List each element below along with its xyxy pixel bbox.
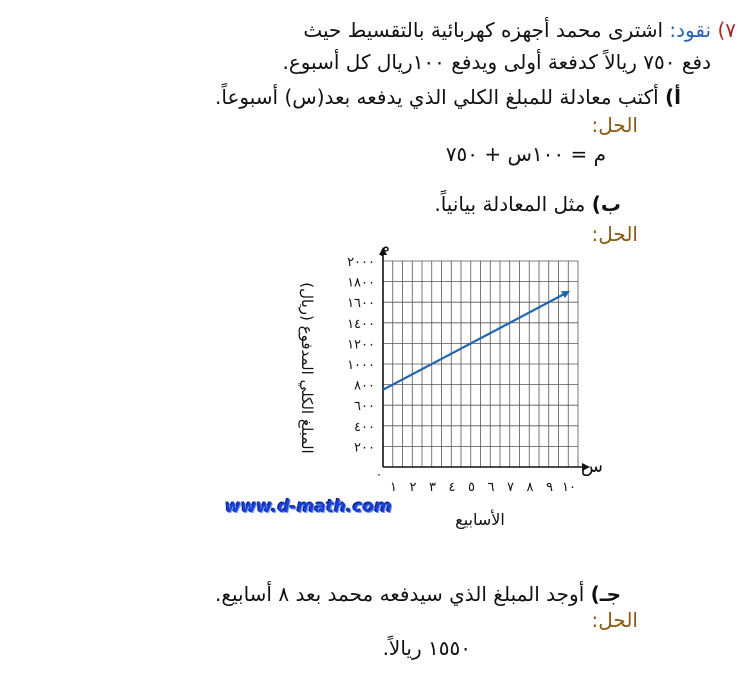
chart-ticks bbox=[347, 255, 576, 495]
part-b-label: ب) bbox=[591, 192, 621, 216]
y-tick-label: ١٠٠٠ bbox=[347, 358, 375, 373]
chart-series bbox=[383, 292, 568, 390]
part-a-answer: م = ١٠٠س + ٧٥٠ bbox=[445, 142, 606, 166]
watermark-logo: www.d-math.com bbox=[225, 497, 393, 517]
x-tick-label: ٦ bbox=[487, 480, 495, 495]
x-axis-label: الأسابيع bbox=[455, 510, 505, 529]
part-c-answer: ١٥٥٠ ريالاً. bbox=[382, 636, 471, 660]
x-tick-label: ٨ bbox=[526, 480, 534, 495]
y-tick-label: ١٤٠٠ bbox=[347, 316, 375, 332]
y-tick-label: ٢٠٠ bbox=[354, 440, 375, 456]
part-c-solution-label: الحل: bbox=[591, 608, 638, 632]
x-tick-label: ٤ bbox=[448, 480, 456, 495]
x-tick-label: ١٠ bbox=[562, 480, 576, 495]
problem-topic: نقود: bbox=[669, 18, 712, 42]
x-tick-label: ٥ bbox=[468, 480, 475, 495]
part-c-label: جـ) bbox=[590, 582, 621, 606]
chart-grid bbox=[383, 261, 578, 467]
part-b-solution-label: الحل: bbox=[591, 222, 638, 246]
x-tick-label: ٩ bbox=[546, 480, 553, 495]
y-tick-label: ٦٠٠ bbox=[354, 399, 375, 415]
y-tick-label: ٢٠٠٠ bbox=[347, 255, 375, 270]
x-tick-label: ٣ bbox=[429, 480, 436, 495]
y-tick-label: ١٢٠٠ bbox=[347, 337, 375, 353]
part-a-label: أ) bbox=[665, 85, 681, 109]
problem-line-2: دفع ٧٥٠ ريالاً كدفعة أولى ويدفع ١٠٠ريال كل أسبوع. bbox=[282, 50, 711, 74]
x-axis-letter: س bbox=[581, 456, 603, 477]
x-tick-label: ٧ bbox=[507, 480, 514, 495]
part-b-text: مثل المعادلة بيانياً. bbox=[434, 192, 586, 216]
y-axis-letter: م bbox=[380, 237, 390, 256]
series-line bbox=[383, 292, 568, 390]
y-tick-label: ١٦٠٠ bbox=[347, 296, 375, 312]
origin-label: ٠ bbox=[375, 467, 383, 481]
part-a-solution-label: الحل: bbox=[591, 113, 638, 137]
y-tick-label: ٤٠٠ bbox=[354, 419, 375, 435]
y-axis-label: المبلغ الكلي المدفوع (ريال) bbox=[298, 282, 316, 454]
y-tick-label: ١٨٠٠ bbox=[347, 275, 375, 291]
x-tick-label: ٢ bbox=[409, 480, 417, 495]
y-tick-label: ٨٠٠ bbox=[354, 378, 375, 394]
part-c-text: أوجد المبلغ الذي سيدفعه محمد بعد ٨ أسابيع. bbox=[214, 582, 585, 606]
problem-number: ٧) bbox=[717, 18, 736, 42]
problem-text-1: اشترى محمد أجهزه كهربائية بالتقسيط حيث bbox=[303, 18, 664, 42]
part-c-question bbox=[215, 582, 621, 606]
part-a-text: أكتب معادلة للمبلغ الكلي الذي يدفعه بعد(س) أسبوعاً. bbox=[215, 85, 659, 109]
x-tick-label: ١ bbox=[390, 480, 397, 495]
